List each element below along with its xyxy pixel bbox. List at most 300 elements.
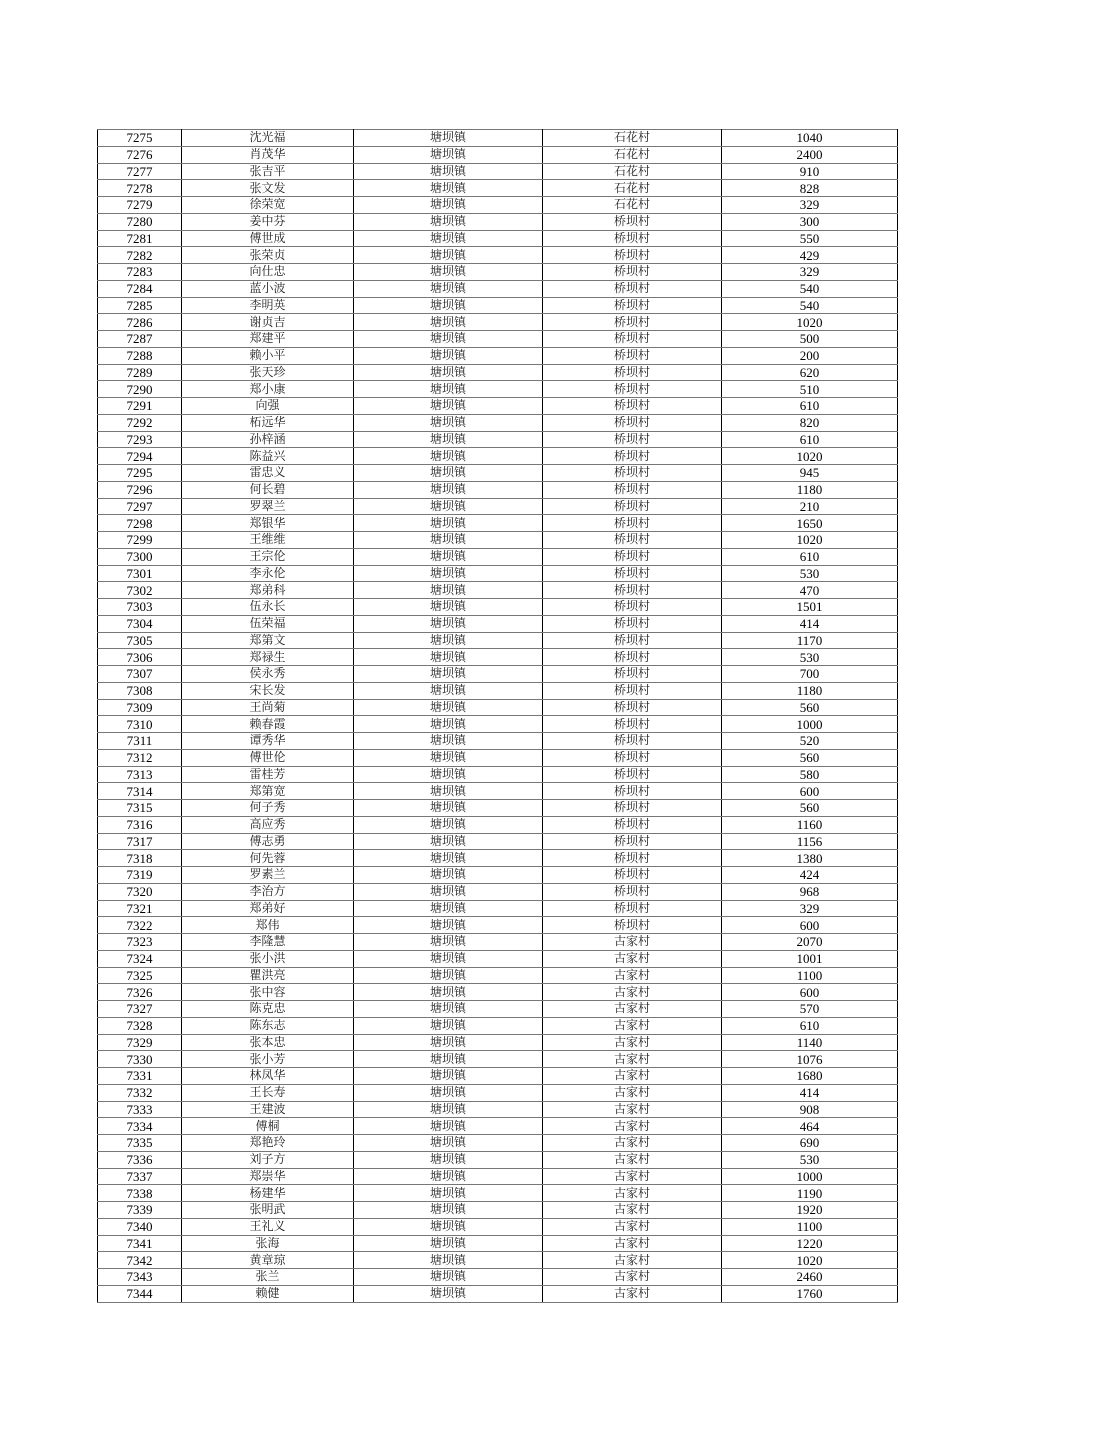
name-cell: 郑崇华 [182,1168,354,1185]
amount-cell: 1190 [722,1185,898,1202]
name-cell: 伍永长 [182,599,354,616]
village-cell: 古家村 [543,934,722,951]
amount-cell: 820 [722,414,898,431]
table-row [98,364,898,381]
town-cell: 塘坝镇 [354,515,543,532]
name-cell: 赖春霞 [182,716,354,733]
name-cell: 何子秀 [182,800,354,817]
amount-cell: 1650 [722,515,898,532]
name-cell: 何先蓉 [182,850,354,867]
table-row [98,649,898,666]
village-cell: 桥坝村 [543,280,722,297]
index-cell: 7290 [98,381,182,398]
village-cell: 桥坝村 [543,816,722,833]
name-cell: 张文发 [182,180,354,197]
table-row [98,733,898,750]
index-cell: 7327 [98,1001,182,1018]
amount-cell: 600 [722,917,898,934]
index-cell: 7296 [98,481,182,498]
index-cell: 7309 [98,699,182,716]
name-cell: 徐荣宽 [182,197,354,214]
name-cell: 傅志勇 [182,833,354,850]
amount-cell: 424 [722,867,898,884]
amount-cell: 610 [722,548,898,565]
name-cell: 赖小平 [182,347,354,364]
village-cell: 桥坝村 [543,783,722,800]
name-cell: 林凤华 [182,1068,354,1085]
name-cell: 郑银华 [182,515,354,532]
town-cell: 塘坝镇 [354,883,543,900]
town-cell: 塘坝镇 [354,867,543,884]
village-cell: 桥坝村 [543,465,722,482]
table-row [98,850,898,867]
table-row [98,967,898,984]
amount-cell: 530 [722,1151,898,1168]
name-cell: 王宗伦 [182,548,354,565]
amount-cell: 570 [722,1001,898,1018]
amount-cell: 1380 [722,850,898,867]
name-cell: 雷忠义 [182,465,354,482]
amount-cell: 1020 [722,1252,898,1269]
table-row [98,833,898,850]
village-cell: 古家村 [543,1269,722,1286]
amount-cell: 610 [722,1017,898,1034]
amount-cell: 600 [722,783,898,800]
amount-cell: 1001 [722,950,898,967]
village-cell: 桥坝村 [543,900,722,917]
town-cell: 塘坝镇 [354,381,543,398]
index-cell: 7340 [98,1218,182,1235]
town-cell: 塘坝镇 [354,1034,543,1051]
table-row [98,1252,898,1269]
village-cell: 古家村 [543,1001,722,1018]
name-cell: 杨建华 [182,1185,354,1202]
town-cell: 塘坝镇 [354,1118,543,1135]
amount-cell: 540 [722,297,898,314]
table-row [98,867,898,884]
village-cell: 桥坝村 [543,666,722,683]
name-cell: 向强 [182,398,354,415]
town-cell: 塘坝镇 [354,297,543,314]
amount-cell: 700 [722,666,898,683]
name-cell: 赖健 [182,1285,354,1302]
town-cell: 塘坝镇 [354,783,543,800]
table-row [98,532,898,549]
village-cell: 石花村 [543,163,722,180]
name-cell: 张明武 [182,1202,354,1219]
table-row [98,582,898,599]
town-cell: 塘坝镇 [354,800,543,817]
table-row [98,498,898,515]
amount-cell: 1920 [722,1202,898,1219]
amount-cell: 1100 [722,967,898,984]
table-row [98,666,898,683]
index-cell: 7298 [98,515,182,532]
index-cell: 7339 [98,1202,182,1219]
amount-cell: 1040 [722,130,898,147]
name-cell: 伍荣福 [182,615,354,632]
town-cell: 塘坝镇 [354,1202,543,1219]
amount-cell: 620 [722,364,898,381]
amount-cell: 968 [722,883,898,900]
village-cell: 桥坝村 [543,297,722,314]
name-cell: 何长碧 [182,481,354,498]
town-cell: 塘坝镇 [354,565,543,582]
table-row [98,247,898,264]
index-cell: 7304 [98,615,182,632]
village-cell: 古家村 [543,1252,722,1269]
name-cell: 郑弟科 [182,582,354,599]
town-cell: 塘坝镇 [354,163,543,180]
town-cell: 塘坝镇 [354,599,543,616]
village-cell: 桥坝村 [543,565,722,582]
table-row [98,599,898,616]
table-row [98,615,898,632]
amount-cell: 1000 [722,1168,898,1185]
table-row [98,448,898,465]
index-cell: 7318 [98,850,182,867]
amount-cell: 520 [722,733,898,750]
amount-cell: 600 [722,984,898,1001]
amount-cell: 530 [722,565,898,582]
town-cell: 塘坝镇 [354,130,543,147]
village-cell: 桥坝村 [543,867,722,884]
village-cell: 桥坝村 [543,599,722,616]
amount-cell: 1760 [722,1285,898,1302]
table-row [98,800,898,817]
name-cell: 王建波 [182,1101,354,1118]
index-cell: 7324 [98,950,182,967]
amount-cell: 610 [722,431,898,448]
village-cell: 石花村 [543,197,722,214]
amount-cell: 1170 [722,632,898,649]
table-row [98,1101,898,1118]
name-cell: 张兰 [182,1269,354,1286]
town-cell: 塘坝镇 [354,699,543,716]
index-cell: 7317 [98,833,182,850]
amount-cell: 910 [722,163,898,180]
amount-cell: 945 [722,465,898,482]
table-row [98,130,898,147]
amount-cell: 1180 [722,682,898,699]
village-cell: 桥坝村 [543,331,722,348]
amount-cell: 1000 [722,716,898,733]
table-row [98,465,898,482]
amount-cell: 1220 [722,1235,898,1252]
index-cell: 7336 [98,1151,182,1168]
index-cell: 7303 [98,599,182,616]
village-cell: 桥坝村 [543,766,722,783]
index-cell: 7280 [98,213,182,230]
town-cell: 塘坝镇 [354,1252,543,1269]
town-cell: 塘坝镇 [354,1269,543,1286]
index-cell: 7343 [98,1269,182,1286]
village-cell: 桥坝村 [543,414,722,431]
index-cell: 7294 [98,448,182,465]
village-cell: 桥坝村 [543,699,722,716]
village-cell: 桥坝村 [543,247,722,264]
town-cell: 塘坝镇 [354,850,543,867]
village-cell: 桥坝村 [543,649,722,666]
amount-cell: 200 [722,347,898,364]
amount-cell: 550 [722,230,898,247]
town-cell: 塘坝镇 [354,498,543,515]
table-row [98,264,898,281]
index-cell: 7278 [98,180,182,197]
index-cell: 7282 [98,247,182,264]
amount-cell: 1076 [722,1051,898,1068]
village-cell: 桥坝村 [543,682,722,699]
table-row [98,565,898,582]
village-cell: 桥坝村 [543,716,722,733]
village-cell: 桥坝村 [543,883,722,900]
town-cell: 塘坝镇 [354,280,543,297]
village-cell: 古家村 [543,1034,722,1051]
amount-cell: 429 [722,247,898,264]
town-cell: 塘坝镇 [354,548,543,565]
village-cell: 古家村 [543,1017,722,1034]
name-cell: 李治方 [182,883,354,900]
name-cell: 罗素兰 [182,867,354,884]
index-cell: 7279 [98,197,182,214]
index-cell: 7276 [98,146,182,163]
amount-cell: 1680 [722,1068,898,1085]
town-cell: 塘坝镇 [354,364,543,381]
index-cell: 7285 [98,297,182,314]
name-cell: 宋长发 [182,682,354,699]
index-cell: 7301 [98,565,182,582]
amount-cell: 329 [722,264,898,281]
name-cell: 张荣贞 [182,247,354,264]
index-cell: 7277 [98,163,182,180]
town-cell: 塘坝镇 [354,448,543,465]
town-cell: 塘坝镇 [354,1135,543,1152]
amount-cell: 560 [722,699,898,716]
table-row [98,632,898,649]
name-cell: 张天珍 [182,364,354,381]
village-cell: 桥坝村 [543,833,722,850]
town-cell: 塘坝镇 [354,247,543,264]
town-cell: 塘坝镇 [354,967,543,984]
index-cell: 7286 [98,314,182,331]
town-cell: 塘坝镇 [354,197,543,214]
name-cell: 王长寿 [182,1084,354,1101]
amount-cell: 510 [722,381,898,398]
index-cell: 7328 [98,1017,182,1034]
town-cell: 塘坝镇 [354,146,543,163]
table-row [98,1185,898,1202]
table-row [98,699,898,716]
village-cell: 桥坝村 [543,615,722,632]
index-cell: 7316 [98,816,182,833]
amount-cell: 2460 [722,1269,898,1286]
town-cell: 塘坝镇 [354,1185,543,1202]
amount-cell: 560 [722,800,898,817]
amount-cell: 1156 [722,833,898,850]
table-row [98,297,898,314]
data-table [97,129,898,1303]
name-cell: 傅桐 [182,1118,354,1135]
table-row [98,883,898,900]
table-row [98,716,898,733]
village-cell: 桥坝村 [543,800,722,817]
town-cell: 塘坝镇 [354,1168,543,1185]
village-cell: 桥坝村 [543,632,722,649]
village-cell: 桥坝村 [543,515,722,532]
index-cell: 7287 [98,331,182,348]
village-cell: 桥坝村 [543,481,722,498]
town-cell: 塘坝镇 [354,1218,543,1235]
index-cell: 7338 [98,1185,182,1202]
index-cell: 7341 [98,1235,182,1252]
table-row [98,1202,898,1219]
index-cell: 7305 [98,632,182,649]
table-row [98,213,898,230]
table-row [98,1017,898,1034]
amount-cell: 540 [722,280,898,297]
village-cell: 古家村 [543,950,722,967]
name-cell: 王维维 [182,532,354,549]
town-cell: 塘坝镇 [354,733,543,750]
index-cell: 7331 [98,1068,182,1085]
town-cell: 塘坝镇 [354,398,543,415]
table-row [98,280,898,297]
amount-cell: 1501 [722,599,898,616]
name-cell: 李永伦 [182,565,354,582]
town-cell: 塘坝镇 [354,1235,543,1252]
town-cell: 塘坝镇 [354,481,543,498]
village-cell: 古家村 [543,967,722,984]
town-cell: 塘坝镇 [354,1068,543,1085]
name-cell: 郑第文 [182,632,354,649]
village-cell: 古家村 [543,1068,722,1085]
index-cell: 7306 [98,649,182,666]
index-cell: 7292 [98,414,182,431]
village-cell: 桥坝村 [543,314,722,331]
name-cell: 郑第宽 [182,783,354,800]
village-cell: 古家村 [543,1118,722,1135]
amount-cell: 329 [722,197,898,214]
name-cell: 沈光福 [182,130,354,147]
village-cell: 桥坝村 [543,498,722,515]
town-cell: 塘坝镇 [354,465,543,482]
table-row [98,481,898,498]
village-cell: 桥坝村 [543,213,722,230]
index-cell: 7302 [98,582,182,599]
name-cell: 郑弟好 [182,900,354,917]
village-cell: 古家村 [543,1202,722,1219]
village-cell: 古家村 [543,1101,722,1118]
town-cell: 塘坝镇 [354,1084,543,1101]
table-row [98,548,898,565]
town-cell: 塘坝镇 [354,1151,543,1168]
table-row [98,1235,898,1252]
town-cell: 塘坝镇 [354,649,543,666]
index-cell: 7311 [98,733,182,750]
index-cell: 7342 [98,1252,182,1269]
village-cell: 古家村 [543,1185,722,1202]
index-cell: 7275 [98,130,182,147]
amount-cell: 2070 [722,934,898,951]
amount-cell: 828 [722,180,898,197]
index-cell: 7283 [98,264,182,281]
table-row [98,381,898,398]
index-cell: 7284 [98,280,182,297]
name-cell: 张本忠 [182,1034,354,1051]
town-cell: 塘坝镇 [354,230,543,247]
town-cell: 塘坝镇 [354,682,543,699]
town-cell: 塘坝镇 [354,615,543,632]
name-cell: 郑艳玲 [182,1135,354,1152]
village-cell: 桥坝村 [543,230,722,247]
index-cell: 7325 [98,967,182,984]
name-cell: 王尚菊 [182,699,354,716]
name-cell: 张中容 [182,984,354,1001]
name-cell: 黄章琼 [182,1252,354,1269]
table-row [98,783,898,800]
index-cell: 7293 [98,431,182,448]
index-cell: 7289 [98,364,182,381]
table-row [98,1269,898,1286]
name-cell: 陈益兴 [182,448,354,465]
table-row [98,1034,898,1051]
name-cell: 郑禄生 [182,649,354,666]
name-cell: 罗翠兰 [182,498,354,515]
town-cell: 塘坝镇 [354,833,543,850]
index-cell: 7315 [98,800,182,817]
table-row [98,515,898,532]
table-row [98,1118,898,1135]
amount-cell: 464 [722,1118,898,1135]
amount-cell: 1180 [722,481,898,498]
index-cell: 7332 [98,1084,182,1101]
town-cell: 塘坝镇 [354,1051,543,1068]
name-cell: 柘远华 [182,414,354,431]
name-cell: 蓝小波 [182,280,354,297]
table-row [98,1051,898,1068]
table-row [98,1068,898,1085]
amount-cell: 1020 [722,314,898,331]
village-cell: 桥坝村 [543,448,722,465]
town-cell: 塘坝镇 [354,766,543,783]
index-cell: 7321 [98,900,182,917]
table-row [98,146,898,163]
town-cell: 塘坝镇 [354,1017,543,1034]
village-cell: 桥坝村 [543,364,722,381]
amount-cell: 530 [722,649,898,666]
town-cell: 塘坝镇 [354,950,543,967]
table-row [98,984,898,1001]
amount-cell: 690 [722,1135,898,1152]
amount-cell: 2400 [722,146,898,163]
index-cell: 7307 [98,666,182,683]
village-cell: 古家村 [543,1218,722,1235]
table-row [98,1135,898,1152]
table-row [98,900,898,917]
town-cell: 塘坝镇 [354,900,543,917]
name-cell: 李明英 [182,297,354,314]
amount-cell: 908 [722,1101,898,1118]
amount-cell: 414 [722,615,898,632]
name-cell: 姜中芬 [182,213,354,230]
town-cell: 塘坝镇 [354,582,543,599]
village-cell: 石花村 [543,146,722,163]
town-cell: 塘坝镇 [354,180,543,197]
table-row [98,347,898,364]
village-cell: 古家村 [543,1285,722,1302]
name-cell: 郑伟 [182,917,354,934]
village-cell: 桥坝村 [543,398,722,415]
